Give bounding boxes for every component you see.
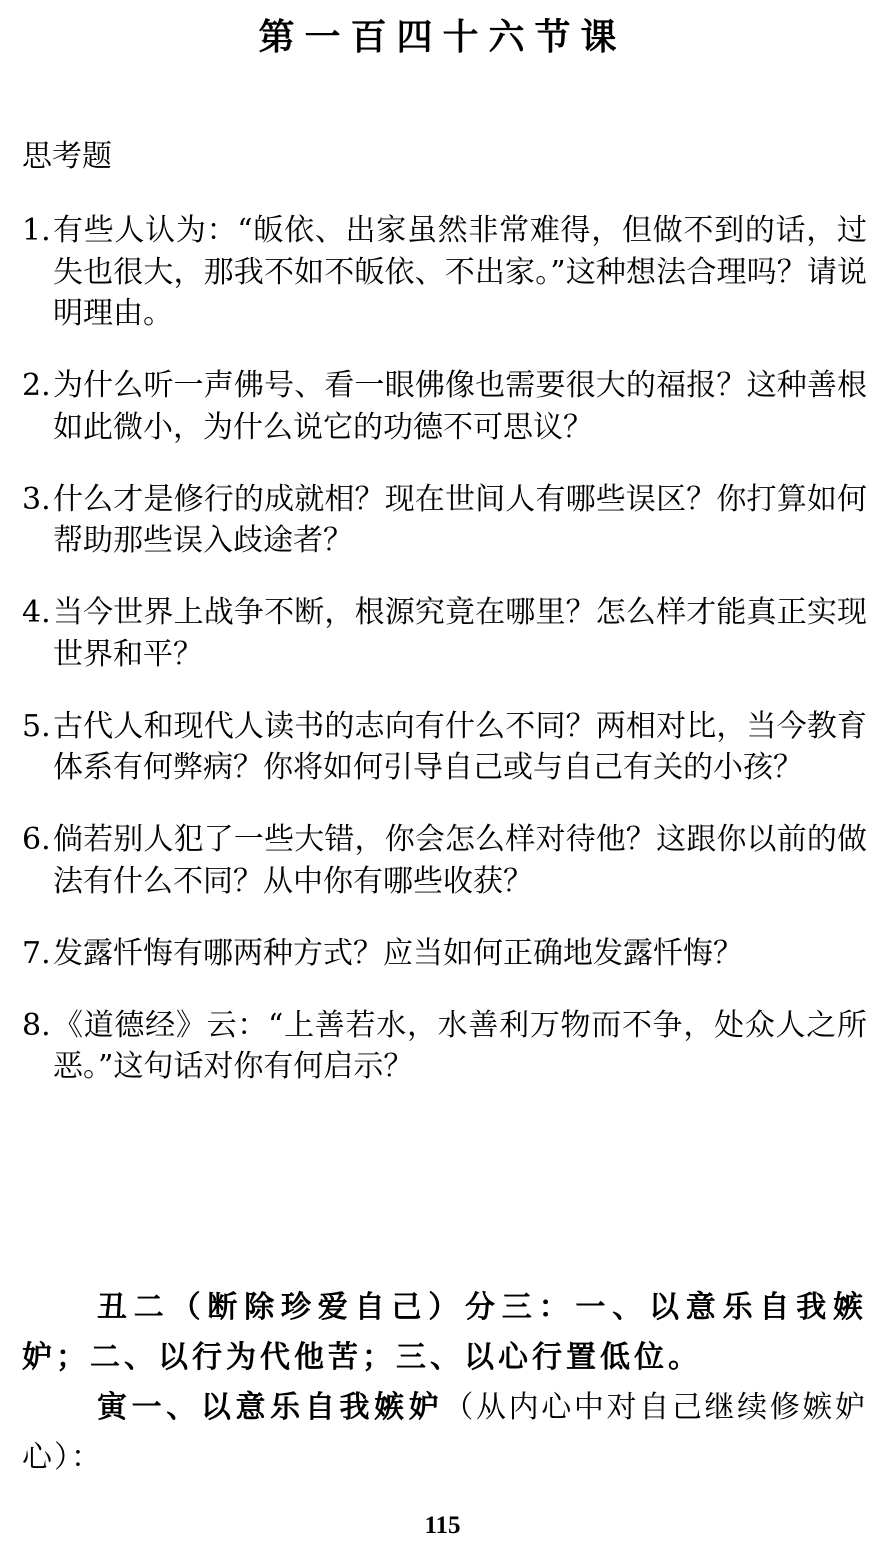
lesson-title: 第一百四十六节课	[258, 16, 627, 58]
outline-heading-1-text: 丑二（断除珍爱自己）分三：一、以意乐自我嫉妒；二、以行为代他苦；三、以心行置低位。	[22, 1290, 867, 1375]
question-number: 8.	[22, 1007, 51, 1043]
question-item	[22, 706, 867, 789]
outline-section	[22, 1283, 867, 1483]
question-item	[22, 479, 867, 562]
question-text: 什么才是修行的成就相？现在世间人有哪些误区？你打算如何帮助那些误入歧途者？	[53, 481, 867, 558]
question-item	[22, 1005, 867, 1088]
question-text: 有些人认为：“皈依、出家虽然非常难得，但做不到的话，过失也很大，那我不如不皈依、不出家。”这种想法合理吗？请说明理由。	[53, 213, 867, 331]
section-heading: 思考题	[22, 139, 112, 174]
question-text: 倘若别人犯了一些大错，你会怎么样对待他？这跟你以前的做法有什么不同？从中你有哪些收获？	[53, 822, 867, 899]
question-number: 1.	[22, 213, 51, 248]
outline-heading-level-2	[22, 1383, 867, 1483]
outline-heading-level-1	[22, 1283, 867, 1383]
question-text: 《道德经》云：“上善若水，水善利万物而不争，处众人之所恶。”这句话对你有何启示？	[53, 1007, 867, 1084]
question-item	[22, 365, 867, 448]
question-item	[22, 592, 867, 675]
question-list	[22, 210, 867, 1088]
question-item	[22, 210, 867, 335]
question-item	[22, 933, 867, 975]
question-text: 为什么听一声佛号、看一眼佛像也需要很大的福报？这种善根如此微小，为什么说它的功德不可思议？	[53, 368, 867, 445]
page-number: 115	[424, 1512, 461, 1539]
question-text: 当今世界上战争不断，根源究竟在哪里？怎么样才能真正实现世界和平？	[53, 595, 867, 672]
question-number: 7.	[22, 935, 51, 971]
question-text: 古代人和现代人读书的志向有什么不同？两相对比，当今教育体系有何弊病？你将如何引导自己或与自己有关的小孩？	[53, 708, 867, 785]
question-text: 发露忏悔有哪两种方式？应当如何正确地发露忏悔？	[53, 935, 743, 971]
outline-heading-2-text: 寅一、以意乐自我嫉妒	[97, 1390, 444, 1425]
question-number: 6.	[22, 822, 51, 857]
outline-heading-2-note: （从内心中对自己继续修嫉妒心）：	[22, 1390, 868, 1475]
question-number: 2.	[22, 368, 51, 403]
question-item	[22, 819, 867, 902]
question-number: 3.	[22, 481, 51, 517]
question-number: 5.	[22, 708, 51, 744]
question-number: 4.	[22, 595, 51, 630]
